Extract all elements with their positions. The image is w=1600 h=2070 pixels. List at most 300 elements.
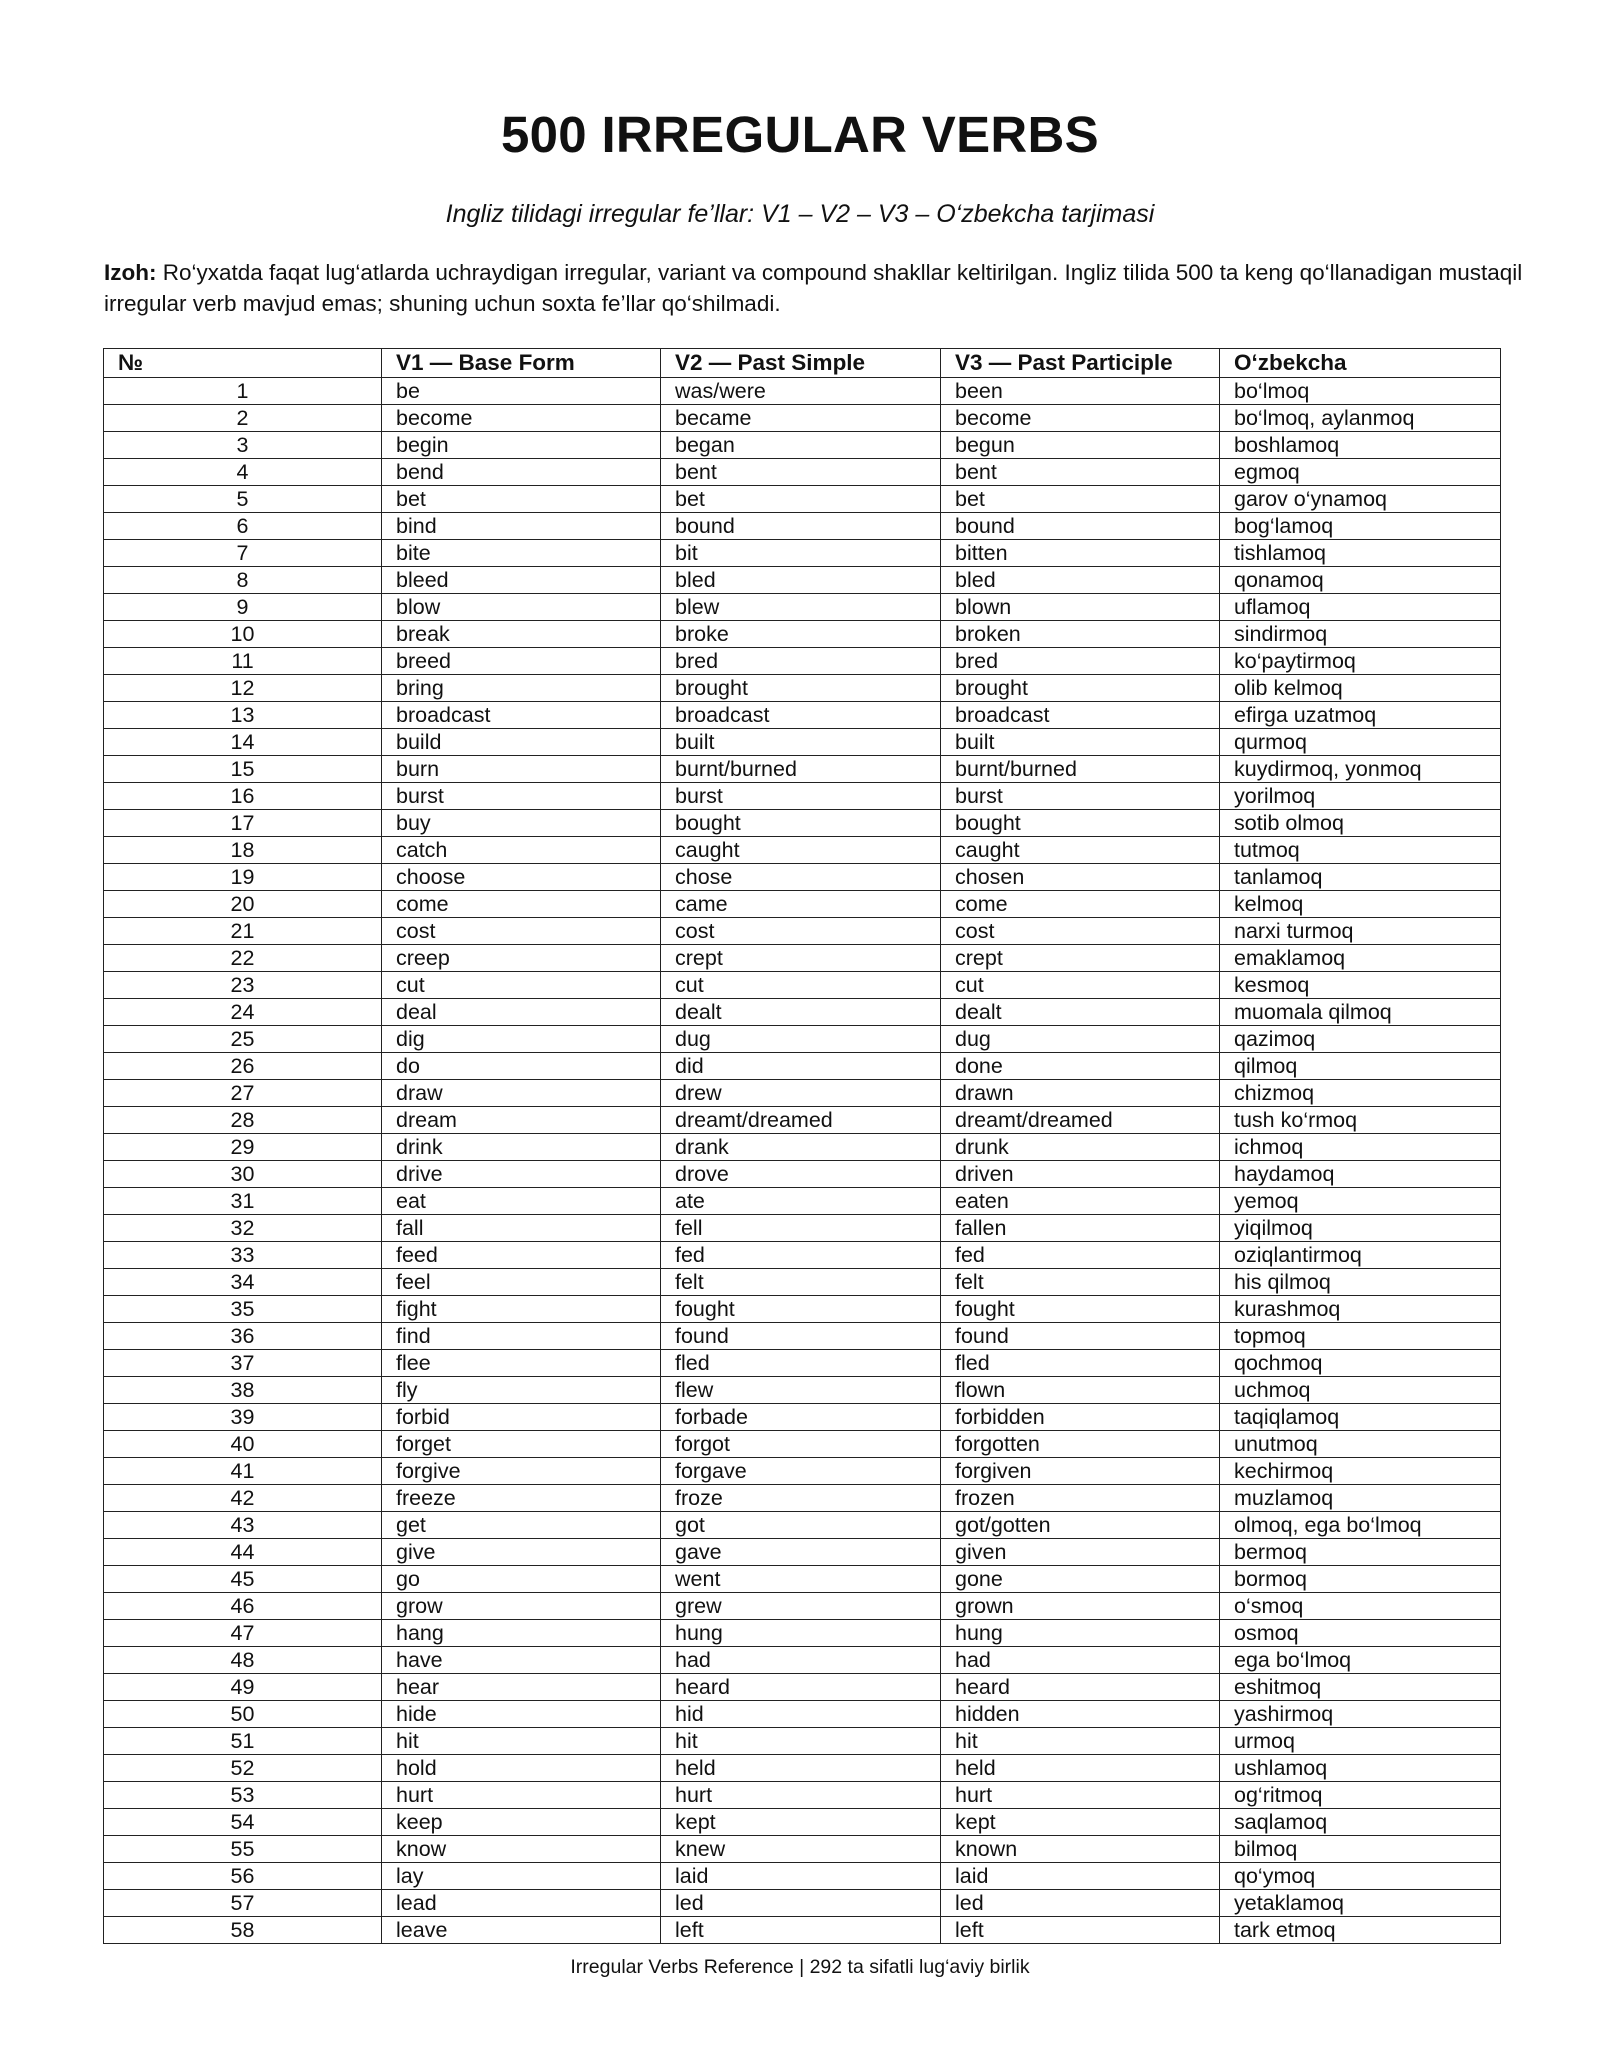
verb-uzbek: topmoq: [1220, 1323, 1501, 1350]
verb-uzbek: narxi turmoq: [1220, 918, 1501, 945]
verb-v2: did: [661, 1053, 941, 1080]
verb-v3: been: [941, 378, 1220, 405]
verb-v1: forbid: [382, 1404, 661, 1431]
page-footer: Irregular Verbs Reference | 292 ta sifatli lug‘aviy birlik: [570, 1956, 1030, 1978]
row-number: 48: [104, 1647, 382, 1674]
row-number: 51: [104, 1728, 382, 1755]
verb-v3: given: [941, 1539, 1220, 1566]
row-number: 3: [104, 432, 382, 459]
row-number: 57: [104, 1890, 382, 1917]
row-number: 2: [104, 405, 382, 432]
verb-uzbek: taqiqlamoq: [1220, 1404, 1501, 1431]
verb-v1: bind: [382, 513, 661, 540]
verb-v1: know: [382, 1836, 661, 1863]
table-row: [104, 540, 1501, 567]
header-v1: V1 — Base Form: [382, 349, 661, 378]
verb-v1: cost: [382, 918, 661, 945]
verb-v3: left: [941, 1917, 1220, 1944]
row-number: 33: [104, 1242, 382, 1269]
verb-v1: keep: [382, 1809, 661, 1836]
verb-uzbek: yorilmoq: [1220, 783, 1501, 810]
verb-v3: forgiven: [941, 1458, 1220, 1485]
verb-v1: bring: [382, 675, 661, 702]
verb-uzbek: qazimoq: [1220, 1026, 1501, 1053]
verb-v1: hide: [382, 1701, 661, 1728]
table-row: [104, 1323, 1501, 1350]
verb-v2: ate: [661, 1188, 941, 1215]
row-number: 49: [104, 1674, 382, 1701]
verb-v3: fought: [941, 1296, 1220, 1323]
row-number: 12: [104, 675, 382, 702]
verb-v1: catch: [382, 837, 661, 864]
table-body: [104, 378, 1501, 1944]
table-row: [104, 1269, 1501, 1296]
table-row: [104, 1458, 1501, 1485]
verb-v2: held: [661, 1755, 941, 1782]
verb-v2: caught: [661, 837, 941, 864]
row-number: 4: [104, 459, 382, 486]
table-row: [104, 702, 1501, 729]
verb-v2: began: [661, 432, 941, 459]
table-row: [104, 621, 1501, 648]
table-row: [104, 513, 1501, 540]
verb-v1: burst: [382, 783, 661, 810]
table-row: [104, 1728, 1501, 1755]
verb-v2: felt: [661, 1269, 941, 1296]
verb-v2: chose: [661, 864, 941, 891]
verb-uzbek: yetaklamoq: [1220, 1890, 1501, 1917]
verb-v1: bleed: [382, 567, 661, 594]
row-number: 39: [104, 1404, 382, 1431]
verb-v2: fed: [661, 1242, 941, 1269]
verb-v2: fell: [661, 1215, 941, 1242]
verb-uzbek: chizmoq: [1220, 1080, 1501, 1107]
verb-v1: deal: [382, 999, 661, 1026]
verb-uzbek: garov o‘ynamoq: [1220, 486, 1501, 513]
verb-v1: feel: [382, 1269, 661, 1296]
verb-v1: choose: [382, 864, 661, 891]
verb-uzbek: tush ko‘rmoq: [1220, 1107, 1501, 1134]
verb-uzbek: tutmoq: [1220, 837, 1501, 864]
verb-v3: chosen: [941, 864, 1220, 891]
verb-v1: broadcast: [382, 702, 661, 729]
verb-v2: bet: [661, 486, 941, 513]
verb-v2: bought: [661, 810, 941, 837]
verb-v1: lead: [382, 1890, 661, 1917]
verb-v2: gave: [661, 1539, 941, 1566]
table-row: [104, 1431, 1501, 1458]
verb-v3: bound: [941, 513, 1220, 540]
verb-v2: led: [661, 1890, 941, 1917]
row-number: 22: [104, 945, 382, 972]
verb-uzbek: sotib olmoq: [1220, 810, 1501, 837]
verb-v2: had: [661, 1647, 941, 1674]
verb-v3: fed: [941, 1242, 1220, 1269]
verb-v1: forget: [382, 1431, 661, 1458]
verb-v2: went: [661, 1566, 941, 1593]
verb-v2: forgave: [661, 1458, 941, 1485]
verb-v2: bled: [661, 567, 941, 594]
verb-v3: burst: [941, 783, 1220, 810]
table-row: [104, 1539, 1501, 1566]
verb-v1: grow: [382, 1593, 661, 1620]
verb-uzbek: uchmoq: [1220, 1377, 1501, 1404]
verb-v2: bred: [661, 648, 941, 675]
verb-v3: broadcast: [941, 702, 1220, 729]
verb-v2: built: [661, 729, 941, 756]
verb-uzbek: qochmoq: [1220, 1350, 1501, 1377]
verb-v2: kept: [661, 1809, 941, 1836]
row-number: 56: [104, 1863, 382, 1890]
row-number: 52: [104, 1755, 382, 1782]
verb-v1: hear: [382, 1674, 661, 1701]
verb-v1: hurt: [382, 1782, 661, 1809]
table-row: [104, 1620, 1501, 1647]
verb-v1: draw: [382, 1080, 661, 1107]
row-number: 32: [104, 1215, 382, 1242]
verb-uzbek: efirga uzatmoq: [1220, 702, 1501, 729]
row-number: 9: [104, 594, 382, 621]
verb-uzbek: ushlamoq: [1220, 1755, 1501, 1782]
verb-v3: fled: [941, 1350, 1220, 1377]
verb-uzbek: qilmoq: [1220, 1053, 1501, 1080]
table-row: [104, 459, 1501, 486]
table-row: [104, 1080, 1501, 1107]
row-number: 53: [104, 1782, 382, 1809]
verb-v3: bought: [941, 810, 1220, 837]
table-row: [104, 1890, 1501, 1917]
verb-v3: forbidden: [941, 1404, 1220, 1431]
row-number: 18: [104, 837, 382, 864]
table-row: [104, 1593, 1501, 1620]
table-row: [104, 648, 1501, 675]
table-row: [104, 1215, 1501, 1242]
verb-uzbek: o‘smoq: [1220, 1593, 1501, 1620]
verb-v1: go: [382, 1566, 661, 1593]
verb-v2: broke: [661, 621, 941, 648]
verb-v2: dug: [661, 1026, 941, 1053]
table-row: [104, 1701, 1501, 1728]
verb-v3: become: [941, 405, 1220, 432]
verb-v1: forgive: [382, 1458, 661, 1485]
table-row: [104, 810, 1501, 837]
verb-uzbek: boshlamoq: [1220, 432, 1501, 459]
row-number: 41: [104, 1458, 382, 1485]
row-number: 6: [104, 513, 382, 540]
verb-v1: give: [382, 1539, 661, 1566]
verb-v3: cut: [941, 972, 1220, 999]
row-number: 50: [104, 1701, 382, 1728]
verb-uzbek: kesmoq: [1220, 972, 1501, 999]
table-row: [104, 1917, 1501, 1944]
header-uzbek: O‘zbekcha: [1220, 349, 1501, 378]
verb-v2: knew: [661, 1836, 941, 1863]
verb-v1: flee: [382, 1350, 661, 1377]
verb-v3: done: [941, 1053, 1220, 1080]
verb-v2: became: [661, 405, 941, 432]
note-text: Ro‘yxatda faqat lug‘atlarda uchraydigan irregular, variant va compound shakllar keltirilgan. Ingliz tilida 500 ta keng qo‘llanadigan mustaqil irregular verb mavjud emas; shuning uchun soxta fe’llar qo‘shilmadi.: [104, 260, 1523, 316]
verb-v3: cost: [941, 918, 1220, 945]
verb-v3: come: [941, 891, 1220, 918]
row-number: 35: [104, 1296, 382, 1323]
verb-v3: bitten: [941, 540, 1220, 567]
verb-v3: known: [941, 1836, 1220, 1863]
verb-v3: laid: [941, 1863, 1220, 1890]
verb-v3: caught: [941, 837, 1220, 864]
verb-v2: left: [661, 1917, 941, 1944]
verb-v3: kept: [941, 1809, 1220, 1836]
verb-v2: bit: [661, 540, 941, 567]
verb-uzbek: bermoq: [1220, 1539, 1501, 1566]
verb-v1: fall: [382, 1215, 661, 1242]
page-subtitle: Ingliz tilidagi irregular fe’llar: V1 – V2 – V3 – O‘zbekcha tarjimasi: [445, 200, 1155, 228]
verb-v1: dig: [382, 1026, 661, 1053]
verb-v1: get: [382, 1512, 661, 1539]
verb-v3: blown: [941, 594, 1220, 621]
verb-v1: drink: [382, 1134, 661, 1161]
verb-uzbek: ko‘paytirmoq: [1220, 648, 1501, 675]
verb-v3: frozen: [941, 1485, 1220, 1512]
verb-v1: fly: [382, 1377, 661, 1404]
verb-v2: came: [661, 891, 941, 918]
table-row: [104, 918, 1501, 945]
verb-uzbek: og‘ritmoq: [1220, 1782, 1501, 1809]
header-v2: V2 — Past Simple: [661, 349, 941, 378]
verb-v2: dealt: [661, 999, 941, 1026]
row-number: 17: [104, 810, 382, 837]
table-row: [104, 1404, 1501, 1431]
table-row: [104, 729, 1501, 756]
verb-v3: fallen: [941, 1215, 1220, 1242]
table-row: [104, 1242, 1501, 1269]
table-row: [104, 945, 1501, 972]
header-number: №: [104, 349, 382, 378]
verb-uzbek: emaklamoq: [1220, 945, 1501, 972]
row-number: 46: [104, 1593, 382, 1620]
verb-v2: cut: [661, 972, 941, 999]
verb-v3: bet: [941, 486, 1220, 513]
verb-v1: build: [382, 729, 661, 756]
verb-v2: got: [661, 1512, 941, 1539]
row-number: 5: [104, 486, 382, 513]
verb-v2: brought: [661, 675, 941, 702]
row-number: 26: [104, 1053, 382, 1080]
verb-v1: buy: [382, 810, 661, 837]
verb-v1: have: [382, 1647, 661, 1674]
verb-uzbek: bo‘lmoq: [1220, 378, 1501, 405]
row-number: 21: [104, 918, 382, 945]
row-number: 13: [104, 702, 382, 729]
table-row: [104, 486, 1501, 513]
verb-v2: laid: [661, 1863, 941, 1890]
verb-uzbek: qonamoq: [1220, 567, 1501, 594]
verb-v2: flew: [661, 1377, 941, 1404]
verbs-table: [103, 348, 1501, 1944]
verb-v3: broken: [941, 621, 1220, 648]
verb-v2: burst: [661, 783, 941, 810]
verb-v1: fight: [382, 1296, 661, 1323]
verb-uzbek: olib kelmoq: [1220, 675, 1501, 702]
verb-uzbek: kechirmoq: [1220, 1458, 1501, 1485]
row-number: 42: [104, 1485, 382, 1512]
table-row: [104, 1296, 1501, 1323]
verb-v1: leave: [382, 1917, 661, 1944]
verb-uzbek: olmoq, ega bo‘lmoq: [1220, 1512, 1501, 1539]
table-row: [104, 1863, 1501, 1890]
verb-uzbek: ega bo‘lmoq: [1220, 1647, 1501, 1674]
verb-uzbek: ichmoq: [1220, 1134, 1501, 1161]
table-row: [104, 432, 1501, 459]
verb-v2: bound: [661, 513, 941, 540]
row-number: 8: [104, 567, 382, 594]
table-row: [104, 783, 1501, 810]
table-row: [104, 1188, 1501, 1215]
row-number: 31: [104, 1188, 382, 1215]
verb-v3: dealt: [941, 999, 1220, 1026]
row-number: 10: [104, 621, 382, 648]
table-row: [104, 1836, 1501, 1863]
verb-v1: freeze: [382, 1485, 661, 1512]
table-row: [104, 1485, 1501, 1512]
row-number: 38: [104, 1377, 382, 1404]
verb-uzbek: kuydirmoq, yonmoq: [1220, 756, 1501, 783]
table-row: [104, 567, 1501, 594]
table-row: [104, 1350, 1501, 1377]
verb-v2: broadcast: [661, 702, 941, 729]
verb-v1: be: [382, 378, 661, 405]
row-number: 16: [104, 783, 382, 810]
verb-v3: built: [941, 729, 1220, 756]
verb-v1: bite: [382, 540, 661, 567]
verb-v3: bled: [941, 567, 1220, 594]
verb-v1: bend: [382, 459, 661, 486]
row-number: 11: [104, 648, 382, 675]
verb-v1: find: [382, 1323, 661, 1350]
row-number: 25: [104, 1026, 382, 1053]
verb-uzbek: bilmoq: [1220, 1836, 1501, 1863]
row-number: 54: [104, 1809, 382, 1836]
table-row: [104, 837, 1501, 864]
table-row: [104, 405, 1501, 432]
verb-v3: had: [941, 1647, 1220, 1674]
verb-uzbek: his qilmoq: [1220, 1269, 1501, 1296]
verb-uzbek: osmoq: [1220, 1620, 1501, 1647]
table-row: [104, 594, 1501, 621]
row-number: 20: [104, 891, 382, 918]
verb-v2: forgot: [661, 1431, 941, 1458]
row-number: 23: [104, 972, 382, 999]
verb-v3: bred: [941, 648, 1220, 675]
table-row: [104, 1755, 1501, 1782]
verb-v3: brought: [941, 675, 1220, 702]
verb-v3: eaten: [941, 1188, 1220, 1215]
verb-uzbek: qurmoq: [1220, 729, 1501, 756]
row-number: 27: [104, 1080, 382, 1107]
verb-v2: froze: [661, 1485, 941, 1512]
verb-v3: hung: [941, 1620, 1220, 1647]
table-row: [104, 1107, 1501, 1134]
verb-uzbek: bog‘lamoq: [1220, 513, 1501, 540]
table-row: [104, 891, 1501, 918]
verb-v1: bet: [382, 486, 661, 513]
table-row: [104, 1674, 1501, 1701]
table-row: [104, 999, 1501, 1026]
verb-uzbek: yashirmoq: [1220, 1701, 1501, 1728]
verb-uzbek: bormoq: [1220, 1566, 1501, 1593]
verb-v1: hold: [382, 1755, 661, 1782]
verb-v3: felt: [941, 1269, 1220, 1296]
table-row: [104, 972, 1501, 999]
row-number: 24: [104, 999, 382, 1026]
verb-uzbek: eshitmoq: [1220, 1674, 1501, 1701]
row-number: 47: [104, 1620, 382, 1647]
verb-v2: fought: [661, 1296, 941, 1323]
verb-v2: heard: [661, 1674, 941, 1701]
verb-uzbek: muomala qilmoq: [1220, 999, 1501, 1026]
verb-uzbek: sindirmoq: [1220, 621, 1501, 648]
verb-v3: hurt: [941, 1782, 1220, 1809]
verb-v3: led: [941, 1890, 1220, 1917]
table-row: [104, 675, 1501, 702]
verb-v3: burnt/burned: [941, 756, 1220, 783]
verb-v2: was/were: [661, 378, 941, 405]
verb-uzbek: tark etmoq: [1220, 1917, 1501, 1944]
row-number: 55: [104, 1836, 382, 1863]
verb-v3: found: [941, 1323, 1220, 1350]
verb-v3: begun: [941, 432, 1220, 459]
verb-v2: blew: [661, 594, 941, 621]
row-number: 58: [104, 1917, 382, 1944]
table-row: [104, 1161, 1501, 1188]
verb-v2: bent: [661, 459, 941, 486]
note-label: Izoh:: [104, 260, 157, 285]
verb-v3: hit: [941, 1728, 1220, 1755]
verb-v2: grew: [661, 1593, 941, 1620]
row-number: 40: [104, 1431, 382, 1458]
row-number: 43: [104, 1512, 382, 1539]
verb-v1: drive: [382, 1161, 661, 1188]
verb-v2: drew: [661, 1080, 941, 1107]
verb-v3: crept: [941, 945, 1220, 972]
verb-v2: burnt/burned: [661, 756, 941, 783]
table-row: [104, 1377, 1501, 1404]
row-number: 45: [104, 1566, 382, 1593]
row-number: 15: [104, 756, 382, 783]
verb-uzbek: egmoq: [1220, 459, 1501, 486]
verb-v2: found: [661, 1323, 941, 1350]
verb-v2: forbade: [661, 1404, 941, 1431]
verb-v2: hurt: [661, 1782, 941, 1809]
verb-v3: held: [941, 1755, 1220, 1782]
table-row: [104, 1053, 1501, 1080]
table-row: [104, 1566, 1501, 1593]
verb-v2: hid: [661, 1701, 941, 1728]
verb-v3: driven: [941, 1161, 1220, 1188]
row-number: 30: [104, 1161, 382, 1188]
verb-v3: flown: [941, 1377, 1220, 1404]
verb-uzbek: urmoq: [1220, 1728, 1501, 1755]
table-row: [104, 1809, 1501, 1836]
row-number: 7: [104, 540, 382, 567]
table-row: [104, 1512, 1501, 1539]
row-number: 34: [104, 1269, 382, 1296]
page-title: 500 IRREGULAR VERBS: [500, 106, 1099, 163]
verb-v3: heard: [941, 1674, 1220, 1701]
verb-uzbek: unutmoq: [1220, 1431, 1501, 1458]
verb-uzbek: kelmoq: [1220, 891, 1501, 918]
row-number: 14: [104, 729, 382, 756]
verb-v3: drunk: [941, 1134, 1220, 1161]
